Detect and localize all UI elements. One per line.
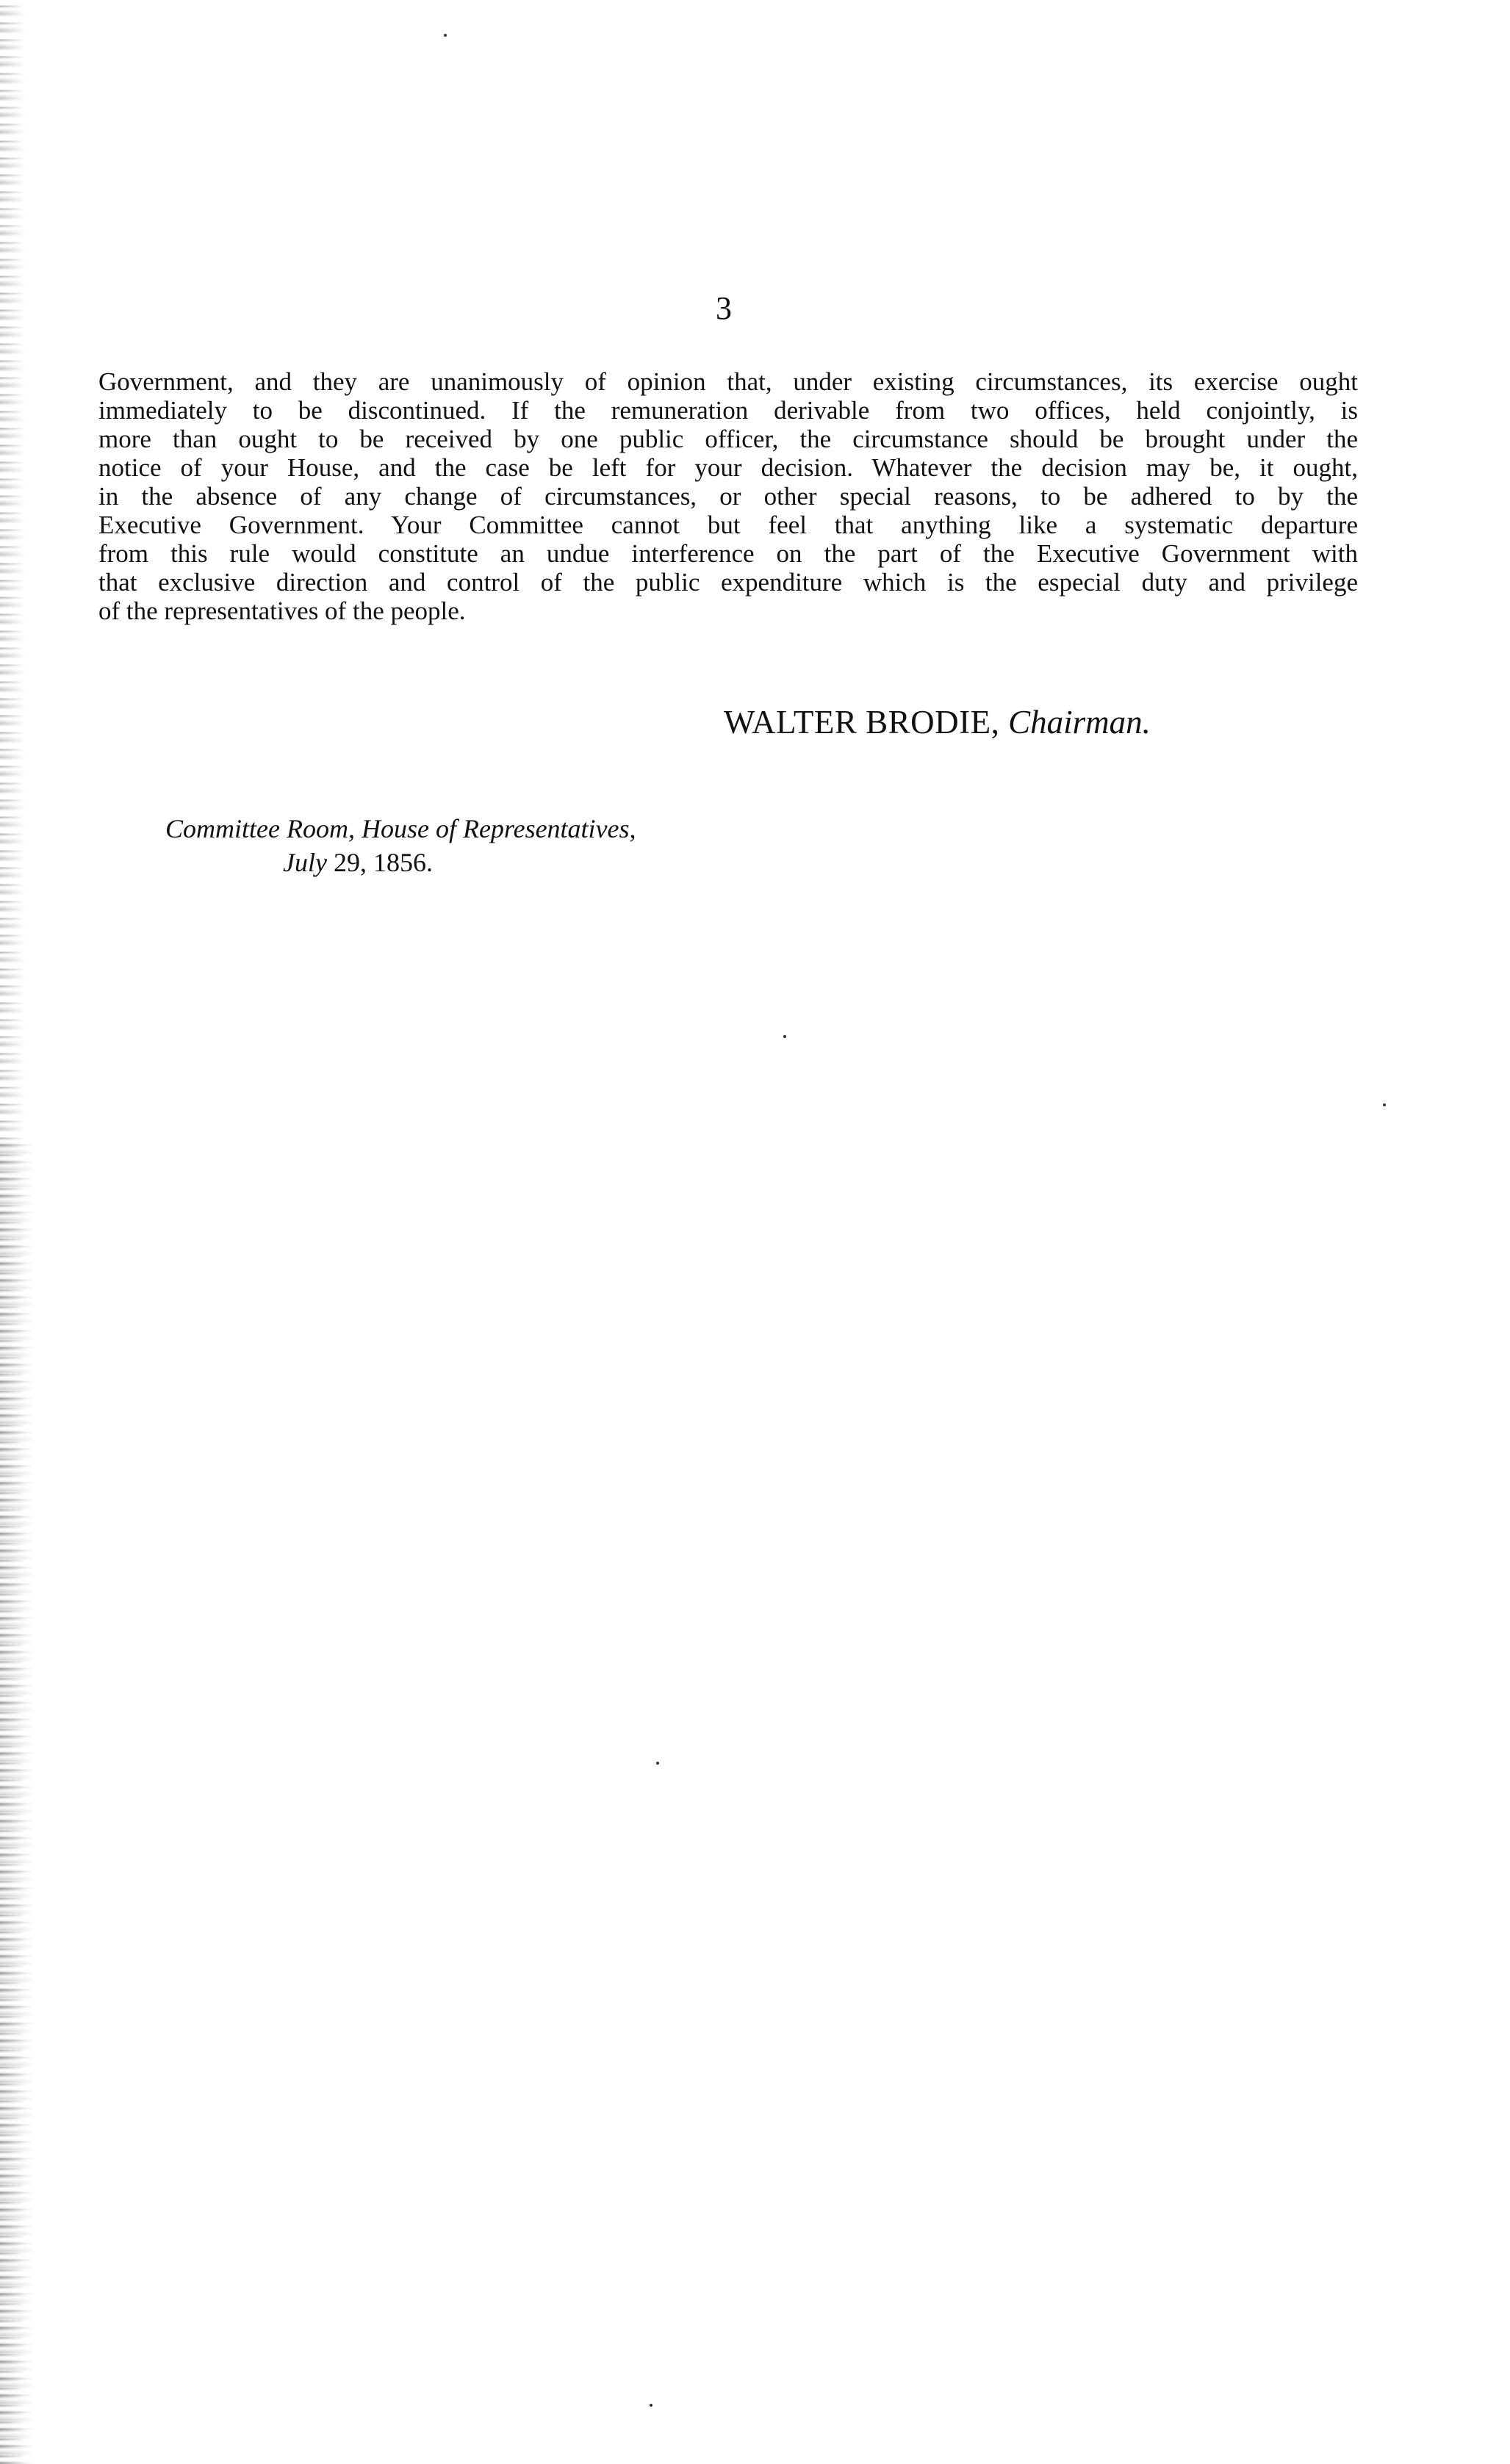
paragraph-line: from this rule would constitute an undue interference on the part of the Executive Government with bbox=[98, 539, 1358, 568]
signature-block bbox=[724, 702, 1151, 743]
signatory-name: WALTER BRODIE, bbox=[724, 704, 1000, 741]
place-and-date bbox=[165, 812, 636, 879]
paragraph-line: in the absence of any change of circumstances, or other special reasons, to be adhered to by the bbox=[98, 482, 1358, 511]
scan-speck bbox=[783, 1035, 786, 1038]
scan-binding-edge-lower bbox=[0, 1139, 35, 2464]
scan-speck bbox=[650, 2404, 652, 2407]
page-number: 3 bbox=[716, 290, 732, 326]
signatory-role: Chairman. bbox=[1008, 704, 1151, 741]
scan-speck bbox=[1383, 1103, 1386, 1106]
date-rest: 29, 1856. bbox=[333, 848, 433, 877]
place-line: Committee Room, House of Representatives, bbox=[165, 814, 636, 843]
paragraph-line: more than ought to be received by one public officer, the circumstance should be brought under the bbox=[98, 425, 1358, 453]
paragraph-line: that exclusive direction and control of the public expenditure which is the especial duty and privilege bbox=[98, 568, 1358, 597]
paragraph-line: immediately to be discontinued. If the remuneration derivable from two offices, held conjointly, is bbox=[98, 396, 1358, 425]
paragraph-line: Government, and they are unanimously of opinion that, under existing circumstances, its exercise ought bbox=[98, 367, 1358, 396]
paragraph-line: notice of your House, and the case be left for your decision. Whatever the decision may be, it ought, bbox=[98, 453, 1358, 482]
paragraph-line: Executive Government. Your Committee cannot but feel that anything like a systematic departure bbox=[98, 511, 1358, 539]
scan-speck bbox=[656, 1762, 659, 1765]
scan-speck bbox=[444, 34, 447, 37]
date-month: July bbox=[283, 848, 327, 877]
paragraph-line: of the representatives of the people. bbox=[98, 597, 466, 625]
date-line bbox=[165, 846, 636, 879]
report-paragraph bbox=[98, 367, 1358, 625]
